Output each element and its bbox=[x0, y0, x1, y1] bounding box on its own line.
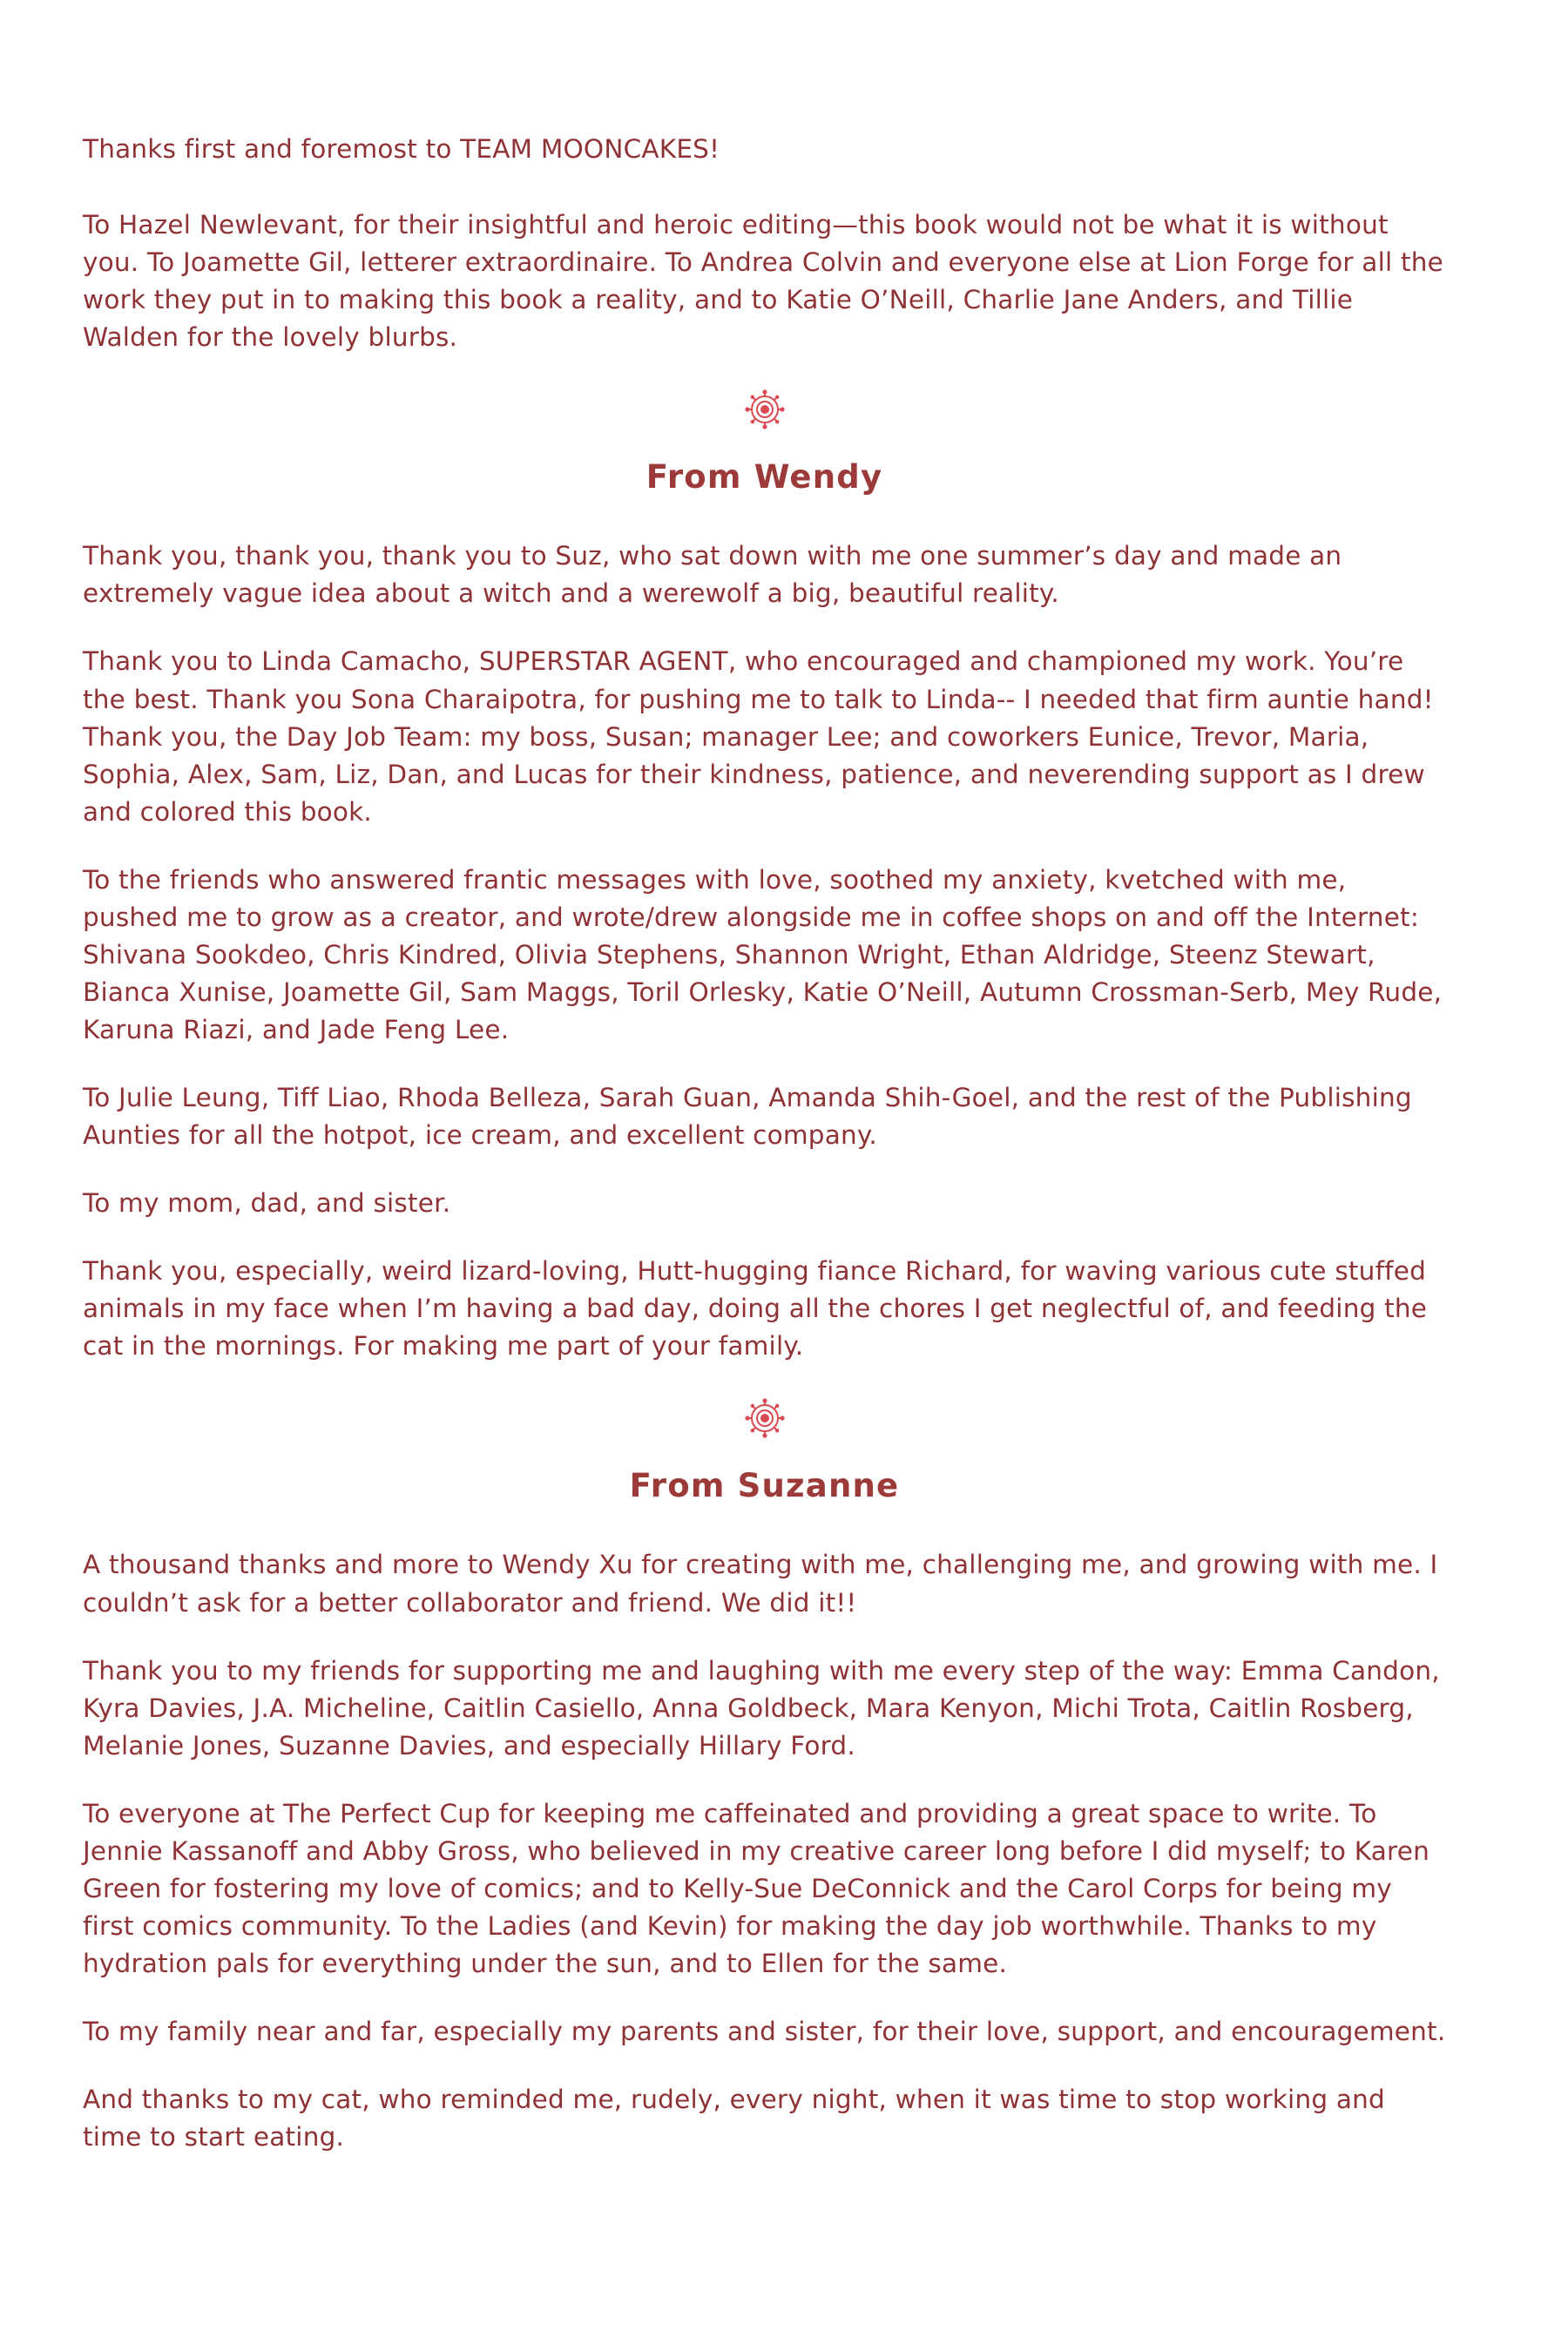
suzanne-paragraph-1: A thousand thanks and more to Wendy Xu for creating with me, challenging me, and growing with me. I couldn’t ask for a better collaborator and friend. We did it!! bbox=[83, 1550, 1438, 1618]
wendy-paragraph-3: To the friends who answered frantic messages with love, soothed my anxiety, kvetched with me, pushed me to grow as a creator, and wrote/drew alongside me in coffee shops on and off the Internet: Shivana Sookdeo, Chris Kindred, Olivia Stephens, Shannon Wright, Ethan Aldridge, Steenz Stewart, Bianca Xunise, Joamette Gil, Sam Maggs, Toril Orlesky, Katie O’Neill, Autumn Crossman-Serb, Mey Rude, Karuna Riazi, and Jade Feng Lee. bbox=[83, 864, 1443, 1044]
suzanne-paragraph-4: To my family near and far, especially my parents and sister, for their love, support, and encouragement. bbox=[83, 2017, 1446, 2047]
section-from-wendy bbox=[83, 458, 1446, 1365]
wendy-paragraph-5: To my mom, dad, and sister. bbox=[83, 1188, 451, 1219]
suzanne-paragraph-5: And thanks to my cat, who reminded me, rudely, every night, when it was time to stop working and time to start eating. bbox=[83, 2085, 1385, 2153]
floral-medallion-ornament-1 bbox=[83, 387, 1446, 432]
section-heading-wendy: From Wendy bbox=[645, 458, 883, 497]
section-from-suzanne bbox=[83, 1467, 1446, 2156]
wendy-paragraph-1: Thank you, thank you, thank you to Suz, who sat down with me one summer’s day and made an extremely vague idea about a witch and a werewolf a big, beautiful reality. bbox=[83, 541, 1342, 609]
suzanne-paragraph-2: Thank you to my friends for supporting me and laughing with me every step of the way: Emma Candon, Kyra Davies, J.A. Micheline, Caitlin Casiello, Anna Goldbeck, Mara Kenyon, Michi Trota, Caitlin Rosberg, Melanie Jones, Suzanne Davies, and especially Hillary Ford. bbox=[83, 1655, 1440, 1761]
intro-line-2: To Hazel Newlevant, for their insightful and heroic editing—this book would not be what it is without you. To Joamette Gil, letterer extraordinaire. To Andrea Colvin and everyone else at Lion Forge for all the work they put in to making this book a reality, and to Katie O’Neill, Charlie Jane Anders, and Tillie Walden for the lovely blurbs. bbox=[83, 210, 1443, 353]
intro-section bbox=[83, 131, 1446, 356]
section-heading-suzanne: From Suzanne bbox=[629, 1467, 900, 1505]
wendy-paragraph-6: Thank you, especially, weird lizard-loving, Hutt-hugging fiance Richard, for waving various cute stuffed animals in my face when I’m having a bad day, doing all the chores I get neglectful of, and feeding the cat in the mornings. For making me part of your family. bbox=[83, 1256, 1428, 1362]
wendy-paragraph-4: To Julie Leung, Tiff Liao, Rhoda Belleza, Sarah Guan, Amanda Shih-Goel, and the rest of the Publishing Aunties for all the hotpot, ice cream, and excellent company. bbox=[83, 1083, 1412, 1151]
floral-medallion-ornament-2 bbox=[83, 1396, 1446, 1441]
wendy-paragraph-2: Thank you to Linda Camacho, SUPERSTAR AGENT, who encouraged and championed my work. You’re the best. Thank you Sona Charaipotra, for pushing me to talk to Linda-- I needed that firm auntie hand! Thank you, the Day Job Team: my boss, Susan; manager Lee; and coworkers Eunice, Trevor, Maria, Sophia, Alex, Sam, Liz, Dan, and Lucas for their kindness, patience, and neverending support as I drew and colored this book. bbox=[83, 646, 1434, 827]
suzanne-paragraph-3: To everyone at The Perfect Cup for keeping me caffeinated and providing a great space to write. To Jennie Kassanoff and Abby Gross, who believed in my creative career long before I did myself; to Karen Green for fostering my love of comics; and to Kelly-Sue DeConnick and the Carol Corps for being my first comics community. To the Ladies (and Kevin) for making the day job worthwhile. Thanks to my hydration pals for everything under the sun, and to Ellen for the same. bbox=[83, 1798, 1429, 1978]
intro-line-1: Thanks first and foremost to TEAM MOONCAKES! bbox=[83, 134, 720, 164]
